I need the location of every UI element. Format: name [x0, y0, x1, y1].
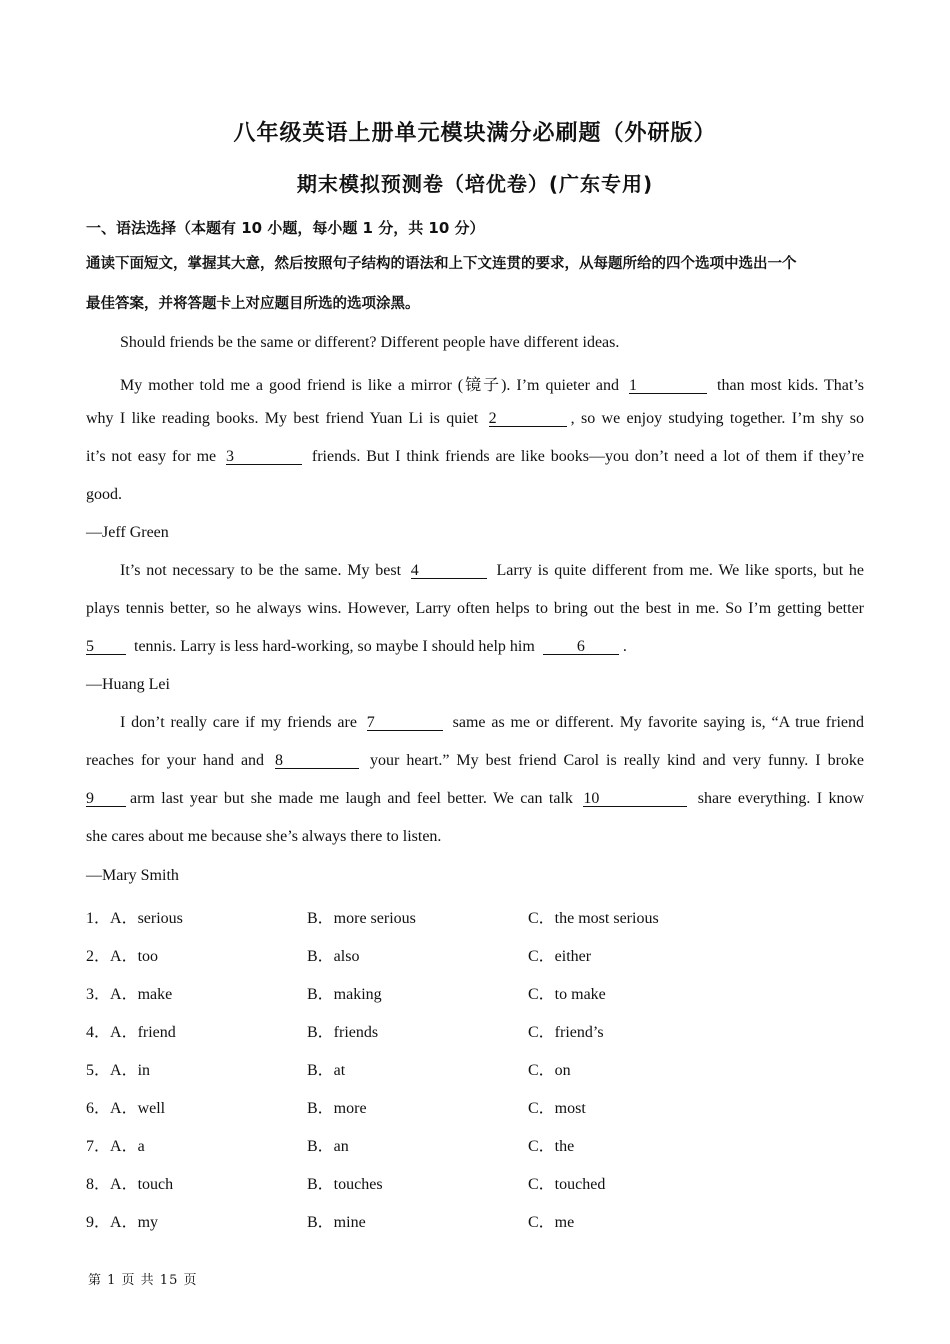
passage-line: plays tennis better, so he always wins. However, Larry often helps to bring out the best in me. So I’m getting better [86, 600, 864, 617]
option-b[interactable]: B．touches [307, 1176, 383, 1193]
passage-line [86, 714, 864, 732]
passage-line [86, 790, 864, 808]
text-segment: than most kids. That’s [717, 377, 865, 394]
option-a[interactable] [86, 1133, 145, 1156]
option-a[interactable] [86, 981, 172, 1004]
blank-6: 6 [543, 639, 619, 655]
text-segment: arm last year but she made me laugh and feel better. We can talk [130, 790, 573, 807]
question-number: 2． [86, 948, 111, 965]
option-a[interactable] [86, 943, 158, 966]
question-number: 4． [86, 1024, 111, 1041]
blank-10: 10 [583, 791, 687, 807]
option-b[interactable]: B．at [307, 1062, 346, 1079]
instruction-line-1: 通读下面短文，掌握其大意，然后按照句子结构的语法和上下文连贯的要求，从每题所给的四个选项中选出一个 [86, 256, 797, 272]
text-segment: Larry is quite different from me. We like sports, but he [496, 562, 865, 579]
text-segment: your heart.” My best friend Carol is really kind and very funny. I broke [370, 752, 865, 769]
text-segment: reaches for your hand and [86, 752, 265, 769]
question-1 [86, 905, 864, 927]
option-c[interactable]: C．most [528, 1100, 586, 1117]
question-8 [86, 1171, 864, 1193]
option-text: A．touch [110, 1176, 174, 1193]
passage-line [86, 562, 864, 580]
option-text: A．my [110, 1214, 159, 1231]
option-c[interactable]: C．either [528, 948, 592, 965]
passage-line [86, 410, 864, 428]
blank-2: 2 [489, 411, 567, 427]
question-number: 3． [86, 986, 111, 1003]
option-text: A．friend [110, 1024, 176, 1041]
instruction-line-2: 最佳答案，并将答题卡上对应题目所选的选项涂黑。 [86, 296, 420, 312]
text-segment: friends. But I think friends are like books—you don’t need a lot of them if they’re [311, 448, 865, 465]
document-subtitle: 期末模拟预测卷（培优卷）(广东专用) [296, 172, 654, 196]
question-2 [86, 943, 864, 965]
question-9 [86, 1209, 864, 1231]
option-a[interactable] [86, 1057, 150, 1080]
passage-line [86, 448, 864, 466]
option-text: A．serious [110, 910, 183, 927]
option-a[interactable] [86, 1095, 165, 1118]
blank-9: 9 [86, 791, 126, 807]
option-b[interactable]: B．more serious [307, 910, 416, 927]
question-number: 6． [86, 1100, 111, 1117]
signature-mary: —Mary Smith [86, 867, 179, 884]
text-segment: it’s not easy for me [86, 448, 217, 465]
option-a[interactable] [86, 1171, 173, 1194]
blank-8: 8 [275, 753, 359, 769]
option-c[interactable]: C．friend’s [528, 1024, 604, 1041]
option-a[interactable] [86, 1209, 158, 1232]
question-3 [86, 981, 864, 1003]
passage-line [86, 752, 864, 770]
text-segment: why I like reading books. My best friend Yuan Li is quiet [86, 410, 479, 427]
document-title: 八年级英语上册单元模块满分必刷题（外研版） [233, 121, 717, 146]
blank-3: 3 [226, 449, 302, 465]
question-number: 7． [86, 1138, 111, 1155]
option-b[interactable]: B．making [307, 986, 382, 1003]
text-segment: tennis. Larry is less hard-working, so maybe I should help him [134, 638, 535, 655]
option-b[interactable]: B．also [307, 948, 360, 965]
option-text: A．in [110, 1062, 151, 1079]
text-segment: . [622, 638, 627, 655]
text-segment: My mother told me a good friend is like a mirror (镜子). I’m quieter and [120, 377, 620, 394]
blank-4: 4 [411, 563, 487, 579]
option-text: A．well [110, 1100, 166, 1117]
option-a[interactable] [86, 905, 183, 928]
text-segment: I don’t really care if my friends are [120, 714, 357, 731]
option-b[interactable]: B．friends [307, 1024, 379, 1041]
passage-line: she cares about me because she’s always there to listen. [86, 828, 442, 845]
option-text: A．too [110, 948, 159, 965]
question-number: 8． [86, 1176, 111, 1193]
option-c[interactable]: C．on [528, 1062, 571, 1079]
option-b[interactable]: B．mine [307, 1214, 366, 1231]
passage-line: good. [86, 486, 122, 503]
blank-5: 5 [86, 639, 126, 655]
option-c[interactable]: C．the [528, 1138, 575, 1155]
option-text: A．make [110, 986, 173, 1003]
blank-7: 7 [367, 715, 443, 731]
option-c[interactable]: C．touched [528, 1176, 606, 1193]
text-segment: , so we enjoy studying together. I’m shy so [570, 410, 865, 427]
passage-line [86, 372, 864, 395]
text-segment: same as me or different. My favorite saying is, “A true friend [452, 714, 865, 731]
option-a[interactable] [86, 1019, 176, 1042]
signature-huang: —Huang Lei [86, 676, 170, 693]
question-number: 5． [86, 1062, 111, 1079]
text-segment: It’s not necessary to be the same. My best [120, 562, 402, 579]
option-b[interactable]: B．more [307, 1100, 367, 1117]
blank-1: 1 [629, 378, 707, 394]
page-number: 第 1 页 共 15 页 [88, 1273, 198, 1288]
passage-line [86, 638, 864, 656]
signature-jeff: —Jeff Green [86, 524, 169, 541]
option-c[interactable]: C．me [528, 1214, 575, 1231]
question-5 [86, 1057, 864, 1079]
question-6 [86, 1095, 864, 1117]
question-7 [86, 1133, 864, 1155]
option-c[interactable]: C．the most serious [528, 910, 659, 927]
question-4 [86, 1019, 864, 1041]
text-segment: share everything. I know [697, 790, 865, 807]
passage-intro: Should friends be the same or different? Different people have different ideas. [120, 334, 620, 351]
option-text: A．a [110, 1138, 145, 1155]
option-c[interactable]: C．to make [528, 986, 606, 1003]
question-number: 9． [86, 1214, 111, 1231]
question-number: 1． [86, 910, 111, 927]
option-b[interactable]: B．an [307, 1138, 349, 1155]
section-heading: 一、语法选择（本题有 10 小题，每小题 1 分，共 10 分） [86, 219, 485, 237]
